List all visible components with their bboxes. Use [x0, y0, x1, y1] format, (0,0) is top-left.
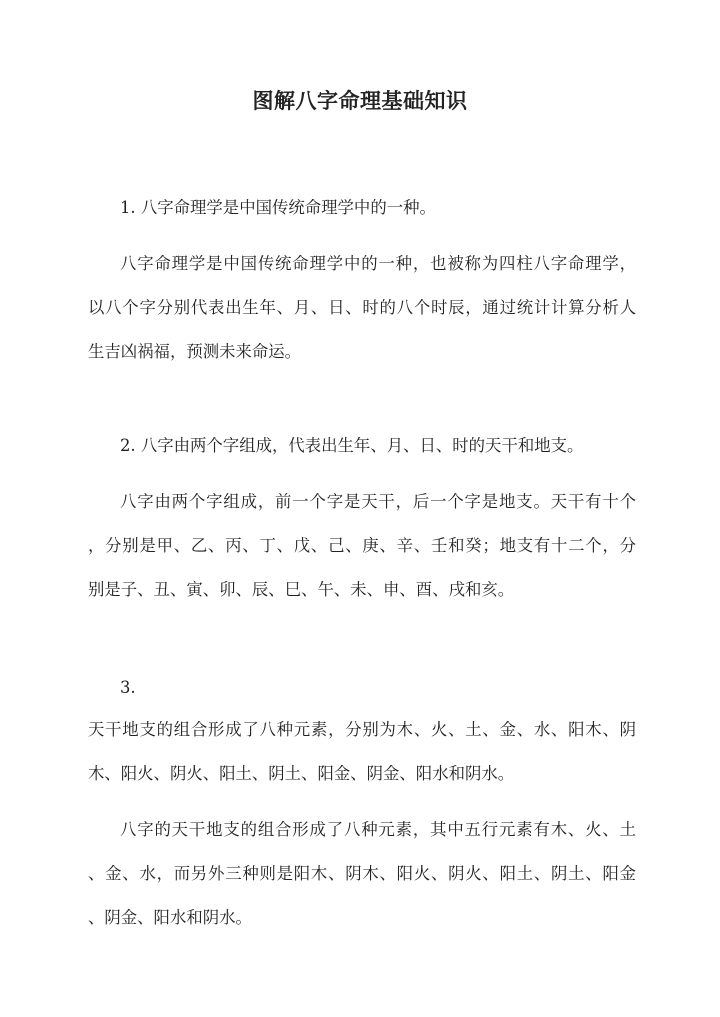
page-title: 图解八字命理基础知识 — [252, 88, 468, 113]
section-2-heading: 2. 八字由两个字组成，代表出生年、月、日、时的天干和地支。 — [120, 436, 584, 455]
section-1-paragraph-line: 生吉凶祸福，预测未来命运。 — [88, 342, 302, 361]
section-1-heading: 1. 八字命理学是中国传统命理学中的一种。 — [120, 198, 436, 217]
section-2-paragraph-line: 八字由两个字组成，前一个字是天干，后一个字是地支。天干有十个 — [120, 492, 636, 511]
section-3-heading-line: 天干地支的组合形成了八种元素，分别为木、火、土、金、水、阳木、阴 — [88, 720, 636, 739]
section-3-heading-line: 木、阳火、阴火、阳土、阴土、阳金、阴金、阳水和阴水。 — [88, 764, 515, 783]
section-3-paragraph-line: 、阴金、阳水和阴水。 — [88, 908, 252, 927]
section-3-paragraph-line: 、金、水，而另外三种则是阳木、阴木、阳火、阴火、阳土、阴土、阳金 — [88, 864, 636, 883]
section-1-paragraph-line: 八字命理学是中国传统命理学中的一种，也被称为四柱八字命理学， — [120, 254, 636, 273]
section-2-paragraph-line: 别是子、丑、寅、卯、辰、巳、午、未、申、酉、戌和亥。 — [88, 580, 515, 599]
section-3-paragraph-line: 八字的天干地支的组合形成了八种元素，其中五行元素有木、火、土 — [120, 820, 636, 839]
section-1-paragraph-line: 以八个字分别代表出生年、月、日、时的八个时辰，通过统计计算分析人 — [88, 298, 636, 317]
section-3-heading-number: 3. — [120, 678, 136, 697]
section-2-paragraph-line: ，分别是甲、乙、丙、丁、戊、己、庚、辛、壬和癸；地支有十二个，分 — [88, 536, 636, 555]
